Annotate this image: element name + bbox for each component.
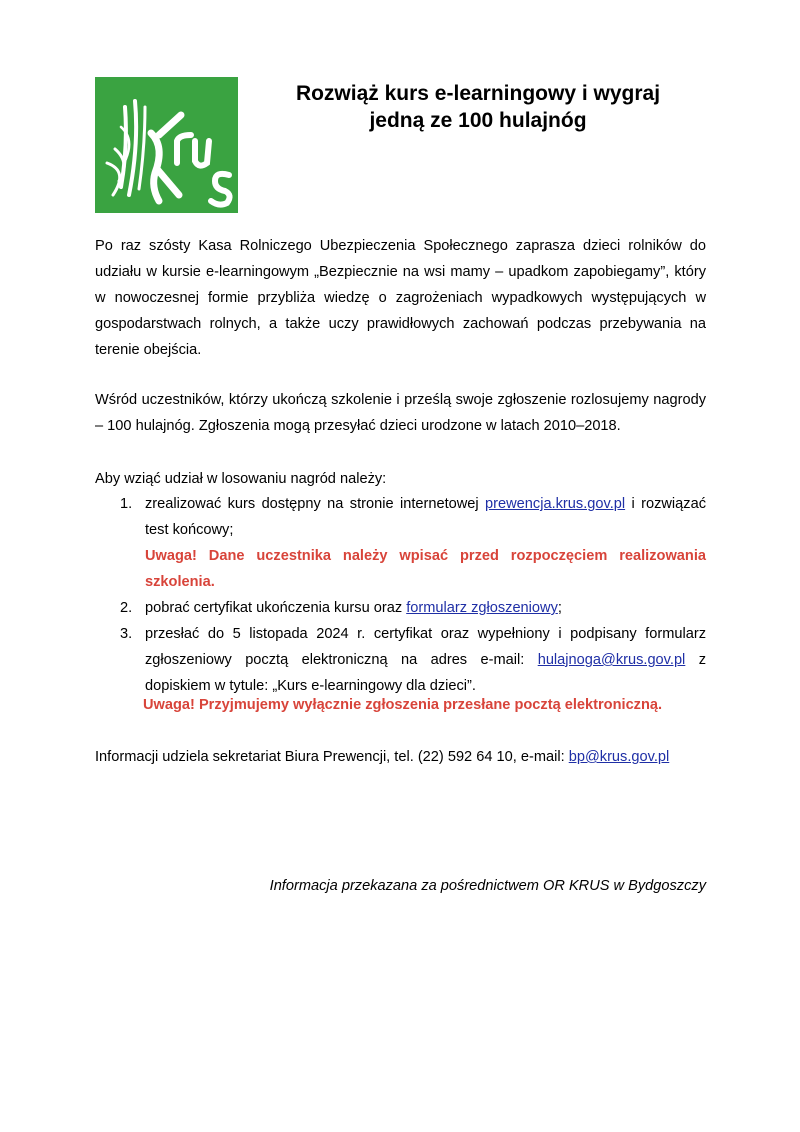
step-text: zrealizować kurs dostępny na stronie internetowej [145,496,479,512]
contact-email-link[interactable]: bp@krus.gov.pl [568,749,670,765]
prewencja-link[interactable]: prewencja.krus.gov.pl [485,496,626,512]
hulajnoga-email-link[interactable]: hulajnoga@krus.gov.pl [537,652,686,668]
page-title [250,80,706,134]
steps-list [95,491,706,699]
footer-note: Informacja przekazana za pośrednictwem OR KRUS w Bydgoszczy [269,878,706,894]
step-text-after: z dopiskiem w tytule: „Kurs e-learningowy dla dzieci”. [145,652,707,694]
intro-paragraph: Po raz szósty Kasa Rolniczego Ubezpieczenia Społecznego zaprasza dzieci rolników do udziału w kursie e-learningowym „Bezpiecznie na wsi mamy – upadkom zapobiegamy”, który w nowoczesnej formie przybliża wiedzę o zagrożeniach wypadkowych występujących w gospodarstwach rolnych, a także uczy prawidłowych zachowań podczas przebywania na terenie obejścia. [95,238,706,358]
step-text-after: i rozwiązać test końcowy; [145,496,707,538]
step-text: przesłać do 5 listopada 2024 r. certyfikat oraz wypełniony i podpisany formularz zgłoszeniowy pocztą elektroniczną na adres e-mail: [145,626,706,668]
step-number: 1. [120,496,133,512]
email-only-warning: Uwaga! Przyjmujemy wyłącznie zgłoszenia przesłane pocztą elektroniczną. [143,697,663,713]
contact-text: Informacji udziela sekretariat Biura Prewencji, tel. (22) 592 64 10, e-mail: [95,749,565,765]
list-item [95,621,706,699]
list-item [95,491,706,595]
steps-intro: Aby wziąć udział w losowaniu nagród należy: [95,471,387,487]
step-text: pobrać certyfikat ukończenia kursu oraz [145,600,403,616]
step-text-after: ; [557,600,562,616]
contact-info [95,744,706,770]
form-link[interactable]: formularz zgłoszeniowy [406,600,558,616]
title-line-2: jedną ze 100 hulajnóg [369,109,587,132]
list-item [95,595,706,621]
title-line-1: Rozwiąż kurs e-learningowy i wygraj [295,82,661,105]
data-warning: Uwaga! Dane uczestnika należy wpisać przed rozpoczęciem realizowania szkolenia. [145,548,706,590]
prizes-paragraph: Wśród uczestników, którzy ukończą szkolenie i prześlą swoje zgłoszenie rozlosujemy nagrody – 100 hulajnóg. Zgłoszenia mogą przesyłać dzieci urodzone w latach 2010–2018. [95,392,706,434]
step-number: 2. [120,600,133,616]
krus-logo-icon [95,77,238,213]
step-number: 3. [120,626,133,642]
